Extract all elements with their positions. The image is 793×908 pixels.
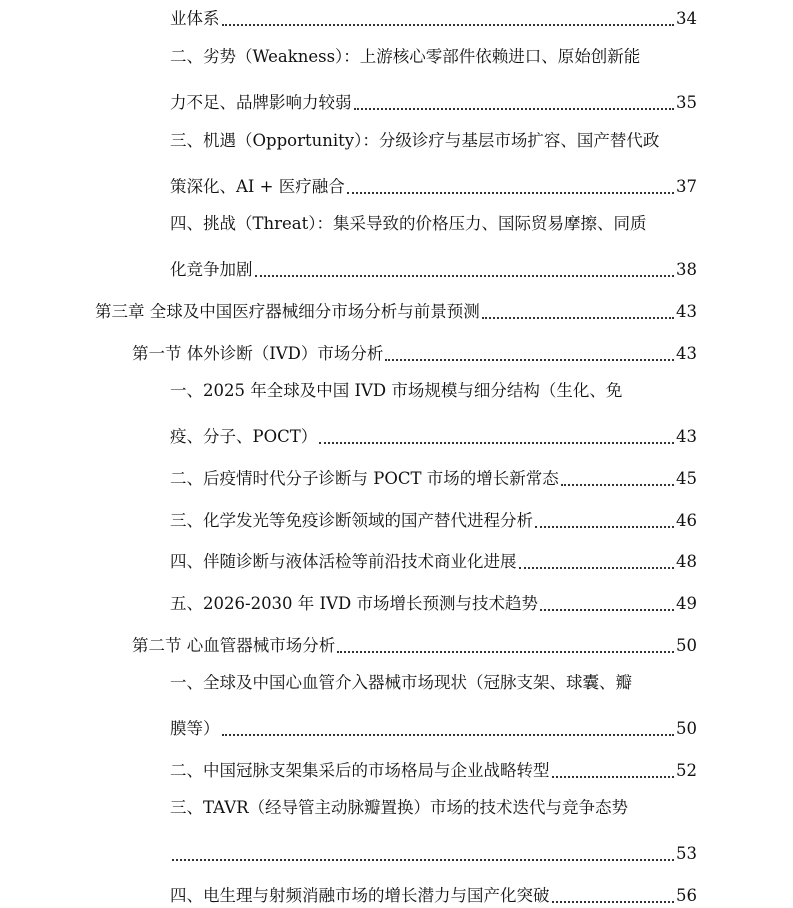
toc-page-number: 53	[676, 844, 697, 863]
toc-entry	[170, 714, 697, 740]
dot-leader	[354, 108, 675, 110]
dot-leader	[535, 526, 674, 528]
toc-entry-text: 疫、分子、POCT）	[170, 427, 318, 446]
toc-entry-text: 策深化、AI + 医疗融合	[170, 177, 345, 196]
dot-leader	[552, 901, 675, 903]
dot-leader	[519, 567, 675, 569]
dot-leader	[172, 859, 674, 861]
toc-entry-text: 化竞争加剧	[170, 260, 253, 279]
dot-leader	[222, 734, 675, 736]
toc-entry	[170, 213, 697, 239]
toc-page-number: 50	[676, 719, 697, 738]
toc-entry-text: 一、2025 年全球及中国 IVD 市场规模与细分结构（生化、免	[170, 381, 623, 400]
toc-entry-text: 业体系	[170, 9, 220, 28]
dot-leader	[319, 442, 674, 444]
toc-entry	[170, 380, 697, 406]
toc-entry	[170, 4, 697, 30]
toc-entry-text: 二、中国冠脉支架集采后的市场格局与企业战略转型	[170, 761, 550, 780]
toc-entry-text: 三、机遇（Opportunity）：分级诊疗与基层市场扩容、国产替代政	[170, 131, 660, 150]
toc-entry-text: 第二节 心血管器械市场分析	[132, 636, 336, 655]
toc-entry	[170, 547, 697, 573]
dot-leader	[255, 275, 675, 277]
toc-entry	[170, 881, 697, 907]
toc-entry-text: 三、化学发光等免疫诊断领域的国产替代进程分析	[170, 511, 533, 530]
toc-entry	[170, 130, 697, 156]
dot-leader	[552, 776, 675, 778]
dot-leader	[222, 24, 675, 26]
toc-entry-text: 五、2026-2030 年 IVD 市场增长预测与技术趋势	[170, 594, 538, 613]
toc-page-number: 49	[676, 594, 697, 613]
toc-page-number: 46	[676, 511, 697, 530]
toc-page-number: 43	[676, 427, 697, 446]
toc-entry	[170, 589, 697, 615]
toc-entry	[170, 506, 697, 532]
toc-entry-text: 力不足、品牌影响力较弱	[170, 93, 352, 112]
toc-entry-text: 二、后疫情时代分子诊断与 POCT 市场的增长新常态	[170, 469, 559, 488]
toc-entry	[170, 756, 697, 782]
toc-page-number: 34	[676, 9, 697, 28]
toc-page-number: 56	[676, 886, 697, 905]
toc-entry-text: 四、电生理与射频消融市场的增长潜力与国产化突破	[170, 886, 550, 905]
toc-entry-text: 第一节 体外诊断（IVD）市场分析	[132, 344, 384, 363]
dot-leader	[337, 651, 674, 653]
toc-page-number: 43	[676, 302, 697, 321]
toc-page-number: 50	[676, 636, 697, 655]
toc-entry-text: 四、伴随诊断与液体活检等前沿技术商业化进展	[170, 552, 517, 571]
toc-entry-text: 膜等）	[170, 719, 220, 738]
toc-page-number: 52	[676, 761, 697, 780]
toc-chapter	[95, 297, 697, 323]
dot-leader	[347, 192, 674, 194]
toc-page-number: 38	[676, 260, 697, 279]
toc-entry-text: 一、全球及中国心血管介入器械市场现状（冠脉支架、球囊、瓣	[170, 673, 632, 692]
toc-page-number: 37	[676, 177, 697, 196]
toc-entry	[170, 46, 697, 72]
toc-entry	[170, 464, 697, 490]
toc-entry	[170, 672, 697, 698]
dot-leader	[540, 609, 674, 611]
toc-entry-text: 二、劣势（Weakness）：上游核心零部件依赖进口、原始创新能	[170, 47, 641, 66]
dot-leader	[561, 484, 674, 486]
toc-entry-text: 三、TAVR（经导管主动脉瓣置换）市场的技术迭代与竞争态势	[170, 798, 629, 817]
toc-entry	[170, 172, 697, 198]
dot-leader	[385, 359, 674, 361]
toc-entry	[170, 88, 697, 114]
toc-page-number: 48	[676, 552, 697, 571]
toc-entry	[170, 422, 697, 448]
toc-section	[132, 631, 697, 657]
toc-entry	[170, 797, 697, 823]
toc-page-number: 43	[676, 344, 697, 363]
toc-entry-text: 第三章 全球及中国医疗器械细分市场分析与前景预测	[95, 302, 480, 321]
toc-page-number: 45	[676, 469, 697, 488]
toc-entry	[170, 839, 697, 865]
toc-entry	[170, 255, 697, 281]
toc-page-number: 35	[676, 93, 697, 112]
dot-leader	[482, 317, 674, 319]
toc-section	[132, 339, 697, 365]
toc-entry-text: 四、挑战（Threat）：集采导致的价格压力、国际贸易摩擦、同质	[170, 214, 647, 233]
